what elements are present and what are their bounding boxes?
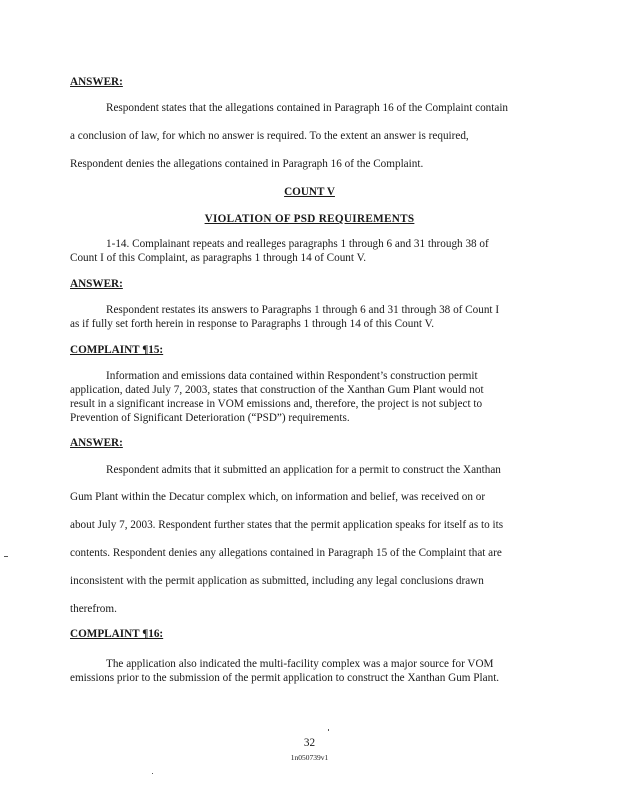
scan-mark: [4, 556, 8, 557]
document-id: 1n050739v1: [290, 753, 329, 762]
count-subheading: VIOLATION OF PSD REQUIREMENTS: [204, 213, 415, 225]
heading-answer: ANSWER:: [70, 437, 123, 449]
heading-complaint-16: COMPLAINT ¶16:: [70, 628, 164, 640]
page-number: 32: [303, 737, 316, 749]
heading-answer: ANSWER:: [70, 278, 123, 290]
scan-mark: [152, 773, 153, 774]
count-heading: COUNT V: [284, 186, 335, 198]
scan-mark: [328, 729, 329, 731]
heading-answer: ANSWER:: [70, 76, 123, 88]
heading-complaint-15: COMPLAINT ¶15:: [70, 344, 164, 356]
